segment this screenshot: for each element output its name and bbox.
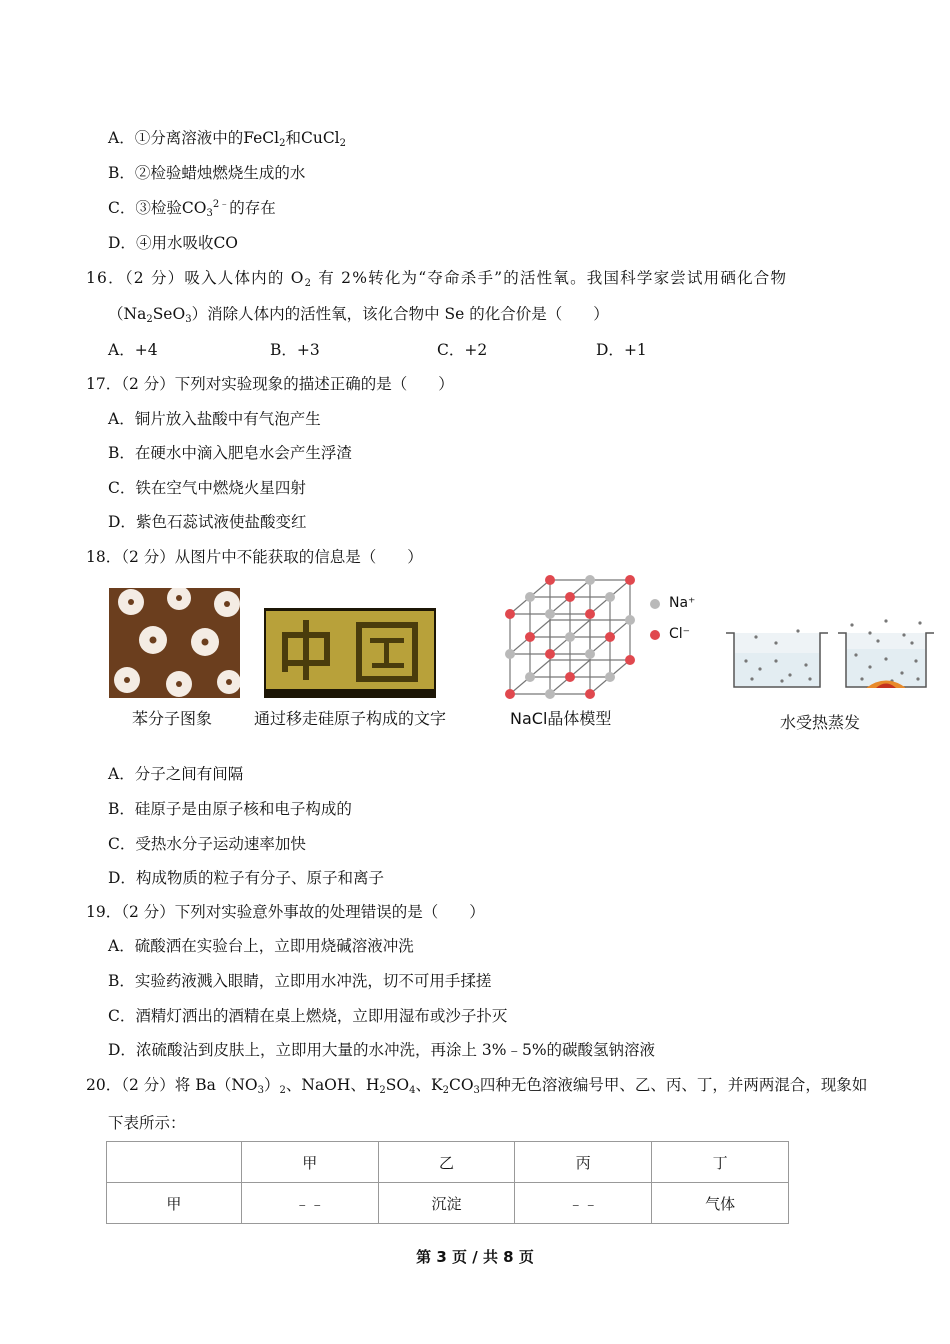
q19-stem: 19．（2 分）下列对实验意外事故的处理错误的是（ ） <box>86 903 485 921</box>
benzene-molecule-image <box>109 588 240 698</box>
table-cell: 甲 <box>107 1183 242 1224</box>
q19-option-d: D．浓硫酸沾到皮肤上，立即用大量的水冲洗，再涂上 3%﹣5%的碳酸氢钠溶液 <box>108 1041 656 1059</box>
table-cell: 丁 <box>652 1142 789 1183</box>
table-cell: 气体 <box>652 1183 789 1224</box>
q16-stem-line1: 16．（2 分）吸入人体内的 $O_2$ 有 2%转化为“夺命杀手”的活性氧。我国科学家尝试用硒化合物 <box>86 269 788 289</box>
q16-option-a: A．+4 <box>108 341 158 359</box>
q20-result-table <box>106 1141 789 1224</box>
table-cell: ﹣﹣ <box>515 1183 652 1224</box>
q18-option-c: C．受热水分子运动速率加快 <box>108 835 306 853</box>
table-cell: 丙 <box>515 1142 652 1183</box>
q18-option-a: A．分子之间有间隔 <box>108 765 244 783</box>
na-legend-dot <box>650 599 660 609</box>
q16-option-b: B．+3 <box>270 341 320 359</box>
table-header-row <box>107 1142 789 1183</box>
q17-option-c: C．铁在空气中燃烧火星四射 <box>108 479 306 497</box>
caption-evaporation: 水受热蒸发 <box>780 713 861 732</box>
q18-stem: 18．（2 分）从图片中不能获取的信息是（ ） <box>86 548 423 566</box>
q18-option-d: D．构成物质的粒子有分子、原子和离子 <box>108 869 384 887</box>
q19-option-c: C．酒精灯洒出的酒精在桌上燃烧，立即用湿布或沙子扑灭 <box>108 1007 508 1025</box>
caption-benzene: 苯分子图象 <box>132 709 213 728</box>
q16-stem-line2: $(Na_2SeO_3)$消除人体内的活性氧，该化合物中 Se 的化合价是（ ） <box>108 305 609 325</box>
q16-option-c: C．+2 <box>437 341 488 359</box>
page-footer: 第 3 页 / 共 8 页 <box>416 1248 534 1266</box>
q18-option-b: B．硅原子是由原子核和电子构成的 <box>108 800 352 818</box>
q15-option-d: D．④用水吸收CO <box>108 234 239 252</box>
q17-option-d: D．紫色石蕊试液使盐酸变红 <box>108 513 307 531</box>
q20-stem-line1: 20．（2 分）将 $Ba(NO_3)_2$、NaOH、$H_2SO_4$、$K_2CO_3$四种无色溶液编号甲、乙、丙、丁，并两两混合，现象如 <box>86 1076 868 1096</box>
cl-legend-dot <box>650 630 660 640</box>
table-cell: 乙 <box>378 1142 515 1183</box>
q20-stem-line2: 下表所示： <box>108 1114 186 1132</box>
q15-option-c: C．③检验$CO_3^{2﹣}$的存在 <box>108 199 276 219</box>
table-cell <box>107 1142 242 1183</box>
table-cell: 沉淀 <box>378 1183 515 1224</box>
q16-option-d: D．+1 <box>596 341 647 359</box>
table-cell: 甲 <box>241 1142 378 1183</box>
q17-option-b: B．在硬水中滴入肥皂水会产生浮渣 <box>108 444 352 462</box>
q17-stem: 17．（2 分）下列对实验现象的描述正确的是（ ） <box>86 375 454 393</box>
q19-option-b: B．实验药液溅入眼睛，立即用水冲洗，切不可用手揉搓 <box>108 972 492 990</box>
caption-nacl: NaCl晶体模型 <box>510 709 612 728</box>
caption-silicon: 通过移走硅原子构成的文字 <box>254 709 447 728</box>
q15-option-a: A．①分离溶液中的FeCl$_2$和CuCl$_2$ <box>108 129 347 149</box>
legend-cl: Cl⁻ <box>669 626 691 642</box>
table-cell: ﹣﹣ <box>241 1183 378 1224</box>
silicon-atoms-image <box>264 608 436 698</box>
legend-na: Na⁺ <box>669 595 696 611</box>
q17-option-a: A．铜片放入盐酸中有气泡产生 <box>108 410 321 428</box>
water-evaporation-image <box>720 615 935 700</box>
table-row <box>107 1183 789 1224</box>
q19-option-a: A．硫酸洒在实验台上，立即用烧碱溶液冲洗 <box>108 937 414 955</box>
q15-option-b: B．②检验蜡烛燃烧生成的水 <box>108 164 306 182</box>
